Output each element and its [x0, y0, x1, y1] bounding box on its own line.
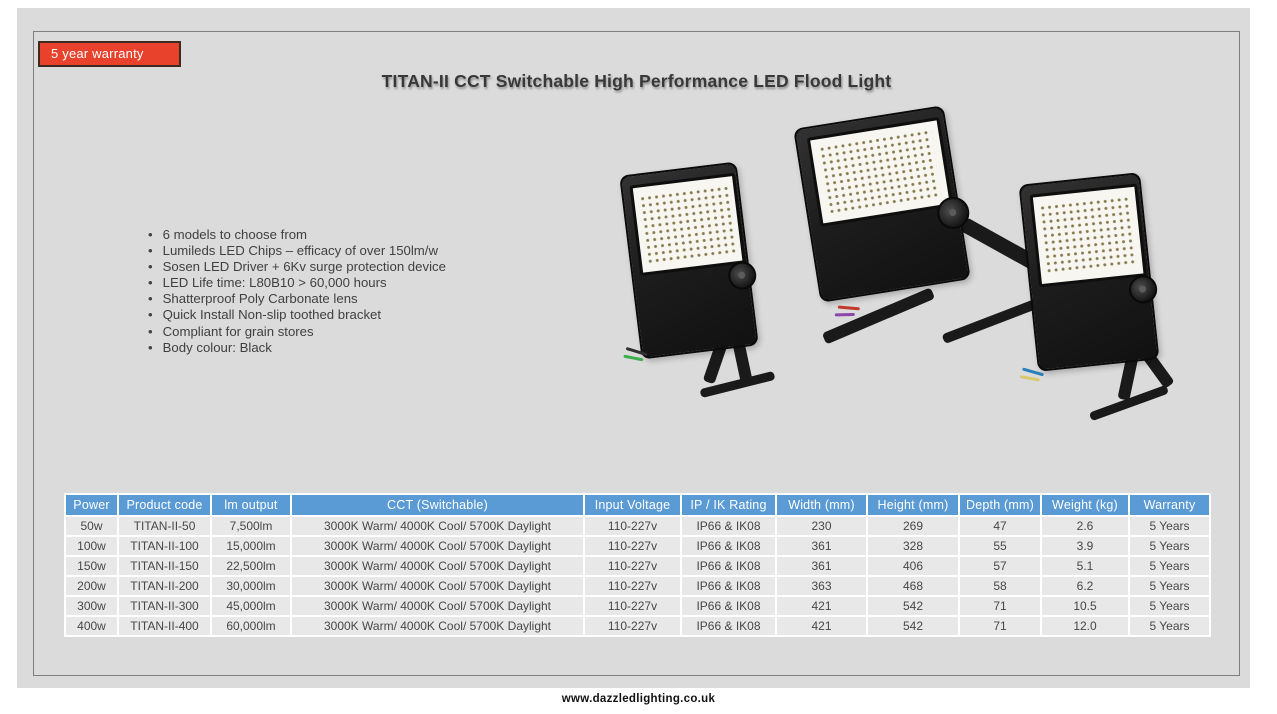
table-row	[66, 537, 1209, 555]
table-cell: 3000K Warm/ 4000K Cool/ 5700K Daylight	[292, 577, 583, 595]
led-chip-grid	[1039, 195, 1138, 275]
led-chip-grid	[818, 129, 942, 215]
table-cell: 5 Years	[1130, 617, 1209, 635]
table-row	[66, 617, 1209, 635]
table-cell: TITAN-II-400	[119, 617, 210, 635]
table-cell: 100w	[66, 537, 117, 555]
spec-table-body	[66, 517, 1209, 635]
table-cell: TITAN-II-200	[119, 577, 210, 595]
table-cell: IP66 & IK08	[682, 597, 775, 615]
column-header: Power	[66, 495, 117, 515]
table-cell: 150w	[66, 557, 117, 575]
table-cell: 71	[960, 617, 1040, 635]
column-header: Weight (kg)	[1042, 495, 1128, 515]
table-cell: 3000K Warm/ 4000K Cool/ 5700K Daylight	[292, 537, 583, 555]
table-row	[66, 517, 1209, 535]
table-row	[66, 577, 1209, 595]
column-header: lm output	[212, 495, 290, 515]
table-cell: 5 Years	[1130, 537, 1209, 555]
table-cell: 15,000lm	[212, 537, 290, 555]
table-cell: 2.6	[1042, 517, 1128, 535]
table-cell: 363	[777, 577, 866, 595]
feature-item: • Sosen LED Driver + 6Kv surge protection device	[148, 259, 578, 275]
table-cell: 3.9	[1042, 537, 1128, 555]
table-cell: 6.2	[1042, 577, 1128, 595]
feature-item: • LED Life time: L80B10 > 60,000 hours	[148, 275, 578, 291]
table-cell: 406	[868, 557, 958, 575]
table-cell: 57	[960, 557, 1040, 575]
table-cell: TITAN-II-50	[119, 517, 210, 535]
table-cell: TITAN-II-100	[119, 537, 210, 555]
table-cell: TITAN-II-150	[119, 557, 210, 575]
feature-item: • Shatterproof Poly Carbonate lens	[148, 291, 578, 307]
feature-item: • Quick Install Non-slip toothed bracket	[148, 307, 578, 323]
column-header: Product code	[119, 495, 210, 515]
table-cell: 47	[960, 517, 1040, 535]
table-cell: 3000K Warm/ 4000K Cool/ 5700K Daylight	[292, 517, 583, 535]
table-cell: IP66 & IK08	[682, 617, 775, 635]
website-url: www.dazzledlighting.co.uk	[561, 693, 716, 705]
table-cell: 110-227v	[585, 617, 680, 635]
spec-table	[64, 493, 1211, 637]
table-cell: 110-227v	[585, 517, 680, 535]
table-row	[66, 597, 1209, 615]
table-cell: 230	[777, 517, 866, 535]
spec-table-header	[66, 495, 1209, 515]
table-cell: 421	[777, 617, 866, 635]
table-cell: 361	[777, 537, 866, 555]
floodlight-image-left	[630, 168, 748, 353]
table-cell: 361	[777, 557, 866, 575]
table-cell: 55	[960, 537, 1040, 555]
table-cell: 110-227v	[585, 557, 680, 575]
table-cell: 50w	[66, 517, 117, 535]
table-cell: IP66 & IK08	[682, 557, 775, 575]
table-cell: 12.0	[1042, 617, 1128, 635]
feature-item: • Lumileds LED Chips – efficacy of over 150lm/w	[148, 243, 578, 259]
table-cell: 45,000lm	[212, 597, 290, 615]
warranty-badge: 5 year warranty	[38, 41, 181, 67]
led-chip-grid	[639, 184, 736, 264]
table-cell: 542	[868, 597, 958, 615]
feature-item: • Compliant for grain stores	[148, 324, 578, 340]
table-cell: 200w	[66, 577, 117, 595]
table-cell: 5 Years	[1130, 577, 1209, 595]
column-header: Height (mm)	[868, 495, 958, 515]
table-cell: 5 Years	[1130, 557, 1209, 575]
table-cell: 71	[960, 597, 1040, 615]
table-cell: IP66 & IK08	[682, 537, 775, 555]
table-cell: 3000K Warm/ 4000K Cool/ 5700K Daylight	[292, 617, 583, 635]
table-cell: IP66 & IK08	[682, 517, 775, 535]
power-wire	[835, 313, 855, 316]
table-cell: 7,500lm	[212, 517, 290, 535]
table-cell: 328	[868, 537, 958, 555]
column-header: IP / IK Rating	[682, 495, 775, 515]
feature-list	[148, 227, 578, 356]
table-cell: 110-227v	[585, 577, 680, 595]
table-cell: 5.1	[1042, 557, 1128, 575]
feature-item: • 6 models to choose from	[148, 227, 578, 243]
table-row	[66, 557, 1209, 575]
table-cell: 110-227v	[585, 597, 680, 615]
table-cell: 542	[868, 617, 958, 635]
table-cell: 10.5	[1042, 597, 1128, 615]
table-cell: 58	[960, 577, 1040, 595]
column-header: Input Voltage	[585, 495, 680, 515]
page-title: TITAN-II CCT Switchable High Performance LED Flood Light	[381, 71, 892, 91]
table-cell: 30,000lm	[212, 577, 290, 595]
floodlight-image-right	[1028, 178, 1150, 366]
header-row	[66, 495, 1209, 515]
table-cell: 3000K Warm/ 4000K Cool/ 5700K Daylight	[292, 557, 583, 575]
led-panel	[630, 173, 745, 276]
table-cell: 269	[868, 517, 958, 535]
column-header: Depth (mm)	[960, 495, 1040, 515]
table-cell: 22,500lm	[212, 557, 290, 575]
table-cell: 400w	[66, 617, 117, 635]
column-header: CCT (Switchable)	[292, 495, 583, 515]
column-header: Warranty	[1130, 495, 1209, 515]
table-cell: 3000K Warm/ 4000K Cool/ 5700K Daylight	[292, 597, 583, 615]
table-cell: TITAN-II-300	[119, 597, 210, 615]
table-cell: 5 Years	[1130, 597, 1209, 615]
column-header: Width (mm)	[777, 495, 866, 515]
table-cell: 60,000lm	[212, 617, 290, 635]
led-panel	[1029, 184, 1147, 287]
table-cell: 300w	[66, 597, 117, 615]
table-cell: 5 Years	[1130, 517, 1209, 535]
table-cell: 421	[777, 597, 866, 615]
table-cell: IP66 & IK08	[682, 577, 775, 595]
floodlight-image-middle	[806, 116, 958, 292]
table-cell: 110-227v	[585, 537, 680, 555]
table-cell: 468	[868, 577, 958, 595]
feature-item: • Body colour: Black	[148, 340, 578, 356]
